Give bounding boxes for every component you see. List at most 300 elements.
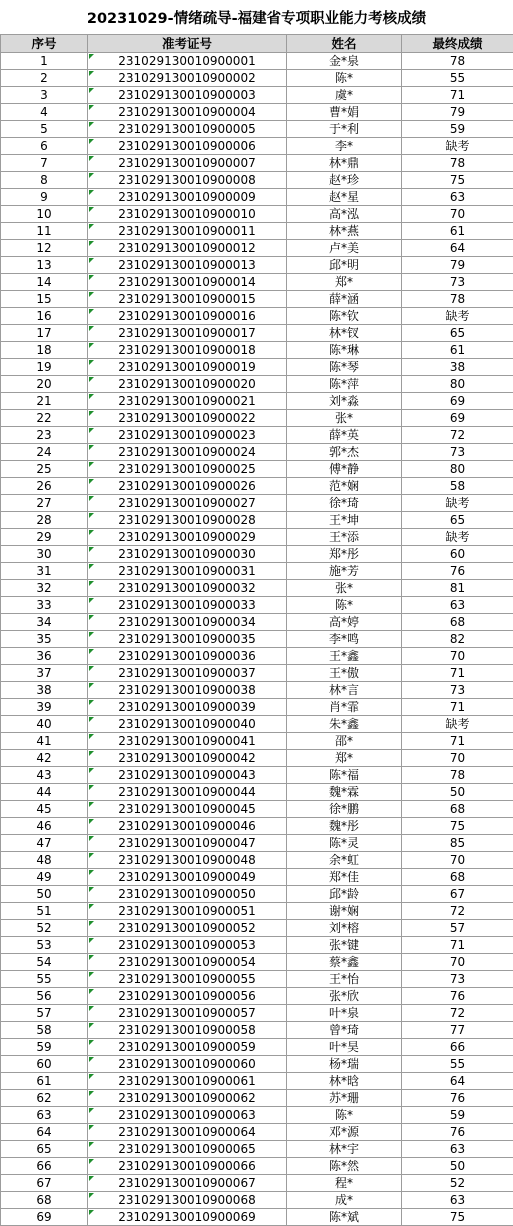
cell-exam-id[interactable]: 231029130010900002 (88, 70, 287, 87)
cell-name[interactable]: 于*利 (287, 121, 402, 138)
cell-name[interactable]: 赵*星 (287, 189, 402, 206)
cell-seq[interactable]: 51 (1, 903, 88, 920)
cell-seq[interactable]: 45 (1, 801, 88, 818)
cell-seq[interactable]: 17 (1, 325, 88, 342)
cell-seq[interactable]: 8 (1, 172, 88, 189)
cell-exam-id[interactable]: 231029130010900051 (88, 903, 287, 920)
cell-seq[interactable]: 58 (1, 1022, 88, 1039)
cell-exam-id[interactable]: 231029130010900021 (88, 393, 287, 410)
table-row (1, 1209, 513, 1226)
cell-exam-id[interactable]: 231029130010900055 (88, 971, 287, 988)
cell-seq[interactable]: 2 (1, 70, 88, 87)
cell-exam-id[interactable]: 231029130010900068 (88, 1192, 287, 1209)
cell-score[interactable]: 58 (402, 478, 513, 495)
cell-score[interactable]: 71 (402, 699, 513, 716)
cell-name[interactable]: 刘*榕 (287, 920, 402, 937)
cell-name[interactable]: 成* (287, 1192, 402, 1209)
cell-name[interactable]: 魏*霖 (287, 784, 402, 801)
cell-seq[interactable]: 9 (1, 189, 88, 206)
cell-seq[interactable]: 13 (1, 257, 88, 274)
cell-exam-id[interactable]: 231029130010900028 (88, 512, 287, 529)
cell-exam-id[interactable]: 231029130010900040 (88, 716, 287, 733)
cell-seq[interactable]: 16 (1, 308, 88, 325)
cell-name[interactable]: 金*泉 (287, 53, 402, 70)
cell-seq[interactable]: 41 (1, 733, 88, 750)
cell-name[interactable]: 林*言 (287, 682, 402, 699)
cell-score[interactable]: 70 (402, 852, 513, 869)
cell-seq[interactable]: 15 (1, 291, 88, 308)
cell-name[interactable]: 李* (287, 138, 402, 155)
cell-name[interactable]: 范*娴 (287, 478, 402, 495)
cell-seq[interactable]: 56 (1, 988, 88, 1005)
cell-score[interactable]: 80 (402, 461, 513, 478)
cell-score[interactable]: 85 (402, 835, 513, 852)
cell-seq[interactable]: 63 (1, 1107, 88, 1124)
cell-score[interactable]: 缺考 (402, 308, 513, 325)
cell-seq[interactable]: 59 (1, 1039, 88, 1056)
cell-score[interactable]: 75 (402, 818, 513, 835)
cell-seq[interactable]: 25 (1, 461, 88, 478)
cell-name[interactable]: 陈* (287, 597, 402, 614)
cell-seq[interactable]: 23 (1, 427, 88, 444)
table-row (1, 274, 513, 291)
cell-exam-id[interactable]: 231029130010900011 (88, 223, 287, 240)
cell-name[interactable]: 程* (287, 1175, 402, 1192)
cell-seq[interactable]: 47 (1, 835, 88, 852)
cell-exam-id[interactable]: 231029130010900058 (88, 1022, 287, 1039)
cell-name[interactable]: 徐*琦 (287, 495, 402, 512)
cell-seq[interactable]: 27 (1, 495, 88, 512)
cell-seq[interactable]: 39 (1, 699, 88, 716)
cell-exam-id[interactable]: 231029130010900024 (88, 444, 287, 461)
table-row (1, 1107, 513, 1124)
cell-seq[interactable]: 36 (1, 648, 88, 665)
cell-exam-id[interactable]: 231029130010900032 (88, 580, 287, 597)
cell-seq[interactable]: 66 (1, 1158, 88, 1175)
cell-exam-id[interactable]: 231029130010900003 (88, 87, 287, 104)
cell-name[interactable]: 曹*娟 (287, 104, 402, 121)
cell-name[interactable]: 高*婷 (287, 614, 402, 631)
cell-score[interactable]: 55 (402, 70, 513, 87)
cell-name[interactable]: 卢*美 (287, 240, 402, 257)
cell-exam-id[interactable]: 231029130010900022 (88, 410, 287, 427)
cell-name[interactable]: 林*鼎 (287, 155, 402, 172)
table-row (1, 393, 513, 410)
cell-name[interactable]: 傅*静 (287, 461, 402, 478)
table-row (1, 359, 513, 376)
cell-seq[interactable]: 10 (1, 206, 88, 223)
cell-seq[interactable]: 5 (1, 121, 88, 138)
cell-name[interactable]: 郭*杰 (287, 444, 402, 461)
cell-score[interactable]: 63 (402, 597, 513, 614)
cell-exam-id[interactable]: 231029130010900020 (88, 376, 287, 393)
cell-score[interactable]: 78 (402, 767, 513, 784)
cell-name[interactable]: 林*晗 (287, 1073, 402, 1090)
cell-name[interactable]: 高*泓 (287, 206, 402, 223)
cell-exam-id[interactable]: 231029130010900063 (88, 1107, 287, 1124)
cell-score[interactable]: 63 (402, 1192, 513, 1209)
cell-score[interactable]: 70 (402, 954, 513, 971)
cell-score[interactable]: 81 (402, 580, 513, 597)
cell-exam-id[interactable]: 231029130010900035 (88, 631, 287, 648)
cell-score[interactable]: 79 (402, 257, 513, 274)
cell-score[interactable]: 82 (402, 631, 513, 648)
cell-score[interactable]: 72 (402, 1005, 513, 1022)
cell-name[interactable]: 陈*然 (287, 1158, 402, 1175)
cell-exam-id[interactable]: 231029130010900012 (88, 240, 287, 257)
cell-name[interactable]: 朱*鑫 (287, 716, 402, 733)
cell-seq[interactable]: 29 (1, 529, 88, 546)
cell-exam-id[interactable]: 231029130010900005 (88, 121, 287, 138)
cell-exam-id[interactable]: 231029130010900025 (88, 461, 287, 478)
cell-seq[interactable]: 18 (1, 342, 88, 359)
cell-name[interactable]: 叶*泉 (287, 1005, 402, 1022)
cell-name[interactable]: 陈*灵 (287, 835, 402, 852)
cell-name[interactable]: 王*添 (287, 529, 402, 546)
cell-score[interactable]: 57 (402, 920, 513, 937)
cell-seq[interactable]: 14 (1, 274, 88, 291)
cell-name[interactable]: 郑* (287, 750, 402, 767)
cell-score[interactable]: 50 (402, 784, 513, 801)
cell-seq[interactable]: 7 (1, 155, 88, 172)
cell-name[interactable]: 邵* (287, 733, 402, 750)
cell-exam-id[interactable]: 231029130010900026 (88, 478, 287, 495)
cell-exam-id[interactable]: 231029130010900007 (88, 155, 287, 172)
cell-name[interactable]: 林*燕 (287, 223, 402, 240)
cell-seq[interactable]: 54 (1, 954, 88, 971)
cell-exam-id[interactable]: 231029130010900041 (88, 733, 287, 750)
cell-exam-id[interactable]: 231029130010900060 (88, 1056, 287, 1073)
cell-exam-id[interactable]: 231029130010900014 (88, 274, 287, 291)
cell-exam-id[interactable]: 231029130010900008 (88, 172, 287, 189)
cell-score[interactable]: 50 (402, 1158, 513, 1175)
cell-exam-id[interactable]: 231029130010900033 (88, 597, 287, 614)
cell-seq[interactable]: 3 (1, 87, 88, 104)
cell-exam-id[interactable]: 231029130010900047 (88, 835, 287, 852)
cell-exam-id[interactable]: 231029130010900034 (88, 614, 287, 631)
cell-exam-id[interactable]: 231029130010900064 (88, 1124, 287, 1141)
header-score[interactable]: 最终成绩 (402, 35, 513, 53)
table-row (1, 70, 513, 87)
cell-exam-id[interactable]: 231029130010900056 (88, 988, 287, 1005)
cell-name[interactable]: 林*宇 (287, 1141, 402, 1158)
table-row (1, 529, 513, 546)
cell-seq[interactable]: 46 (1, 818, 88, 835)
cell-seq[interactable]: 67 (1, 1175, 88, 1192)
cell-score[interactable]: 64 (402, 1073, 513, 1090)
cell-seq[interactable]: 19 (1, 359, 88, 376)
cell-score[interactable]: 69 (402, 410, 513, 427)
cell-score[interactable]: 79 (402, 104, 513, 121)
cell-seq[interactable]: 32 (1, 580, 88, 597)
table-row (1, 784, 513, 801)
cell-score[interactable]: 68 (402, 801, 513, 818)
cell-name[interactable]: 陈*斌 (287, 1209, 402, 1226)
cell-score[interactable]: 72 (402, 903, 513, 920)
cell-name[interactable]: 曾*琦 (287, 1022, 402, 1039)
cell-seq[interactable]: 1 (1, 53, 88, 70)
cell-exam-id[interactable]: 231029130010900042 (88, 750, 287, 767)
cell-name[interactable]: 谢*娴 (287, 903, 402, 920)
cell-name[interactable]: 王*怡 (287, 971, 402, 988)
cell-name[interactable]: 张*欣 (287, 988, 402, 1005)
cell-exam-id[interactable]: 231029130010900004 (88, 104, 287, 121)
cell-name[interactable]: 王*坤 (287, 512, 402, 529)
cell-name[interactable]: 魏*彤 (287, 818, 402, 835)
cell-exam-id[interactable]: 231029130010900044 (88, 784, 287, 801)
cell-seq[interactable]: 35 (1, 631, 88, 648)
cell-exam-id[interactable]: 231029130010900036 (88, 648, 287, 665)
cell-score[interactable]: 76 (402, 988, 513, 1005)
cell-name[interactable]: 虞* (287, 87, 402, 104)
cell-score[interactable]: 63 (402, 1141, 513, 1158)
cell-name[interactable]: 余*虹 (287, 852, 402, 869)
cell-name[interactable]: 王*鑫 (287, 648, 402, 665)
cell-score[interactable]: 69 (402, 393, 513, 410)
cell-exam-id[interactable]: 231029130010900046 (88, 818, 287, 835)
cell-exam-id[interactable]: 231029130010900013 (88, 257, 287, 274)
table-row (1, 1175, 513, 1192)
cell-name[interactable]: 邱*明 (287, 257, 402, 274)
cell-exam-id[interactable]: 231029130010900009 (88, 189, 287, 206)
cell-name[interactable]: 张* (287, 410, 402, 427)
cell-seq[interactable]: 6 (1, 138, 88, 155)
cell-exam-id[interactable]: 231029130010900006 (88, 138, 287, 155)
cell-score[interactable]: 60 (402, 546, 513, 563)
cell-exam-id[interactable]: 231029130010900052 (88, 920, 287, 937)
cell-name[interactable]: 张* (287, 580, 402, 597)
cell-name[interactable]: 郑*佳 (287, 869, 402, 886)
cell-score[interactable]: 73 (402, 274, 513, 291)
cell-exam-id[interactable]: 231029130010900023 (88, 427, 287, 444)
cell-score[interactable]: 78 (402, 155, 513, 172)
cell-name[interactable]: 陈*萍 (287, 376, 402, 393)
table-row (1, 155, 513, 172)
cell-score[interactable]: 73 (402, 682, 513, 699)
cell-exam-id[interactable]: 231029130010900049 (88, 869, 287, 886)
cell-name[interactable]: 邱*龄 (287, 886, 402, 903)
cell-name[interactable]: 刘*淼 (287, 393, 402, 410)
cell-exam-id[interactable]: 231029130010900053 (88, 937, 287, 954)
cell-seq[interactable]: 44 (1, 784, 88, 801)
cell-name[interactable]: 陈*琳 (287, 342, 402, 359)
cell-exam-id[interactable]: 231029130010900031 (88, 563, 287, 580)
table-row (1, 563, 513, 580)
header-name[interactable]: 姓名 (287, 35, 402, 53)
cell-score[interactable]: 68 (402, 869, 513, 886)
cell-seq[interactable]: 69 (1, 1209, 88, 1226)
cell-seq[interactable]: 60 (1, 1056, 88, 1073)
cell-score[interactable]: 65 (402, 512, 513, 529)
cell-score[interactable]: 76 (402, 1124, 513, 1141)
cell-score[interactable]: 71 (402, 87, 513, 104)
cell-seq[interactable]: 65 (1, 1141, 88, 1158)
cell-seq[interactable]: 24 (1, 444, 88, 461)
cell-seq[interactable]: 4 (1, 104, 88, 121)
cell-seq[interactable]: 49 (1, 869, 88, 886)
cell-exam-id[interactable]: 231029130010900048 (88, 852, 287, 869)
cell-score[interactable]: 70 (402, 648, 513, 665)
table-row (1, 971, 513, 988)
cell-seq[interactable]: 22 (1, 410, 88, 427)
cell-score[interactable]: 77 (402, 1022, 513, 1039)
cell-score[interactable]: 73 (402, 971, 513, 988)
cell-name[interactable]: 苏*珊 (287, 1090, 402, 1107)
table-row (1, 767, 513, 784)
table-row (1, 325, 513, 342)
cell-score[interactable]: 59 (402, 121, 513, 138)
cell-name[interactable]: 蔡*鑫 (287, 954, 402, 971)
cell-name[interactable]: 陈* (287, 1107, 402, 1124)
cell-name[interactable]: 杨*瑞 (287, 1056, 402, 1073)
cell-exam-id[interactable]: 231029130010900043 (88, 767, 287, 784)
cell-seq[interactable]: 26 (1, 478, 88, 495)
cell-seq[interactable]: 68 (1, 1192, 88, 1209)
cell-exam-id[interactable]: 231029130010900016 (88, 308, 287, 325)
cell-seq[interactable]: 55 (1, 971, 88, 988)
cell-score[interactable]: 缺考 (402, 138, 513, 155)
cell-exam-id[interactable]: 231029130010900018 (88, 342, 287, 359)
cell-name[interactable]: 叶*昊 (287, 1039, 402, 1056)
cell-name[interactable]: 薛*英 (287, 427, 402, 444)
cell-exam-id[interactable]: 231029130010900045 (88, 801, 287, 818)
cell-exam-id[interactable]: 231029130010900010 (88, 206, 287, 223)
cell-seq[interactable]: 48 (1, 852, 88, 869)
cell-score[interactable]: 缺考 (402, 716, 513, 733)
cell-name[interactable]: 施*芳 (287, 563, 402, 580)
cell-score[interactable]: 55 (402, 1056, 513, 1073)
cell-name[interactable]: 邓*源 (287, 1124, 402, 1141)
cell-name[interactable]: 陈*福 (287, 767, 402, 784)
table-row (1, 138, 513, 155)
cell-name[interactable]: 徐*鹏 (287, 801, 402, 818)
cell-seq[interactable]: 28 (1, 512, 88, 529)
cell-seq[interactable]: 52 (1, 920, 88, 937)
cell-exam-id[interactable]: 231029130010900017 (88, 325, 287, 342)
cell-exam-id[interactable]: 231029130010900015 (88, 291, 287, 308)
cell-exam-id[interactable]: 231029130010900065 (88, 1141, 287, 1158)
cell-score[interactable]: 61 (402, 223, 513, 240)
cell-exam-id[interactable]: 231029130010900050 (88, 886, 287, 903)
cell-name[interactable]: 肖*霏 (287, 699, 402, 716)
cell-exam-id[interactable]: 231029130010900001 (88, 53, 287, 70)
cell-score[interactable]: 65 (402, 325, 513, 342)
cell-exam-id[interactable]: 231029130010900037 (88, 665, 287, 682)
cell-seq[interactable]: 21 (1, 393, 88, 410)
cell-seq[interactable]: 31 (1, 563, 88, 580)
cell-exam-id[interactable]: 231029130010900067 (88, 1175, 287, 1192)
cell-name[interactable]: 陈* (287, 70, 402, 87)
cell-name[interactable]: 李*鸣 (287, 631, 402, 648)
cell-seq[interactable]: 62 (1, 1090, 88, 1107)
cell-seq[interactable]: 38 (1, 682, 88, 699)
cell-seq[interactable]: 53 (1, 937, 88, 954)
cell-exam-id[interactable]: 231029130010900069 (88, 1209, 287, 1226)
cell-exam-id[interactable]: 231029130010900030 (88, 546, 287, 563)
cell-name[interactable]: 郑*彤 (287, 546, 402, 563)
cell-seq[interactable]: 30 (1, 546, 88, 563)
cell-exam-id[interactable]: 231029130010900057 (88, 1005, 287, 1022)
cell-seq[interactable]: 11 (1, 223, 88, 240)
cell-score[interactable]: 59 (402, 1107, 513, 1124)
header-exam-id[interactable]: 准考证号 (88, 35, 287, 53)
cell-seq[interactable]: 33 (1, 597, 88, 614)
cell-name[interactable]: 郑* (287, 274, 402, 291)
header-seq[interactable]: 序号 (1, 35, 88, 53)
cell-seq[interactable]: 42 (1, 750, 88, 767)
cell-seq[interactable]: 50 (1, 886, 88, 903)
cell-seq[interactable]: 37 (1, 665, 88, 682)
cell-name[interactable]: 林*钗 (287, 325, 402, 342)
cell-exam-id[interactable]: 231029130010900062 (88, 1090, 287, 1107)
cell-score[interactable]: 75 (402, 172, 513, 189)
cell-seq[interactable]: 34 (1, 614, 88, 631)
table-row (1, 240, 513, 257)
cell-score[interactable]: 76 (402, 1090, 513, 1107)
cell-seq[interactable]: 64 (1, 1124, 88, 1141)
cell-seq[interactable]: 61 (1, 1073, 88, 1090)
cell-score[interactable]: 63 (402, 189, 513, 206)
cell-exam-id[interactable]: 231029130010900059 (88, 1039, 287, 1056)
cell-score[interactable]: 缺考 (402, 529, 513, 546)
cell-seq[interactable]: 12 (1, 240, 88, 257)
cell-score[interactable]: 70 (402, 206, 513, 223)
cell-name[interactable]: 陈*钦 (287, 308, 402, 325)
cell-score[interactable]: 71 (402, 733, 513, 750)
cell-score[interactable]: 76 (402, 563, 513, 580)
cell-exam-id[interactable]: 231029130010900019 (88, 359, 287, 376)
cell-score[interactable]: 67 (402, 886, 513, 903)
cell-score[interactable]: 80 (402, 376, 513, 393)
cell-exam-id[interactable]: 231029130010900039 (88, 699, 287, 716)
cell-exam-id[interactable]: 231029130010900061 (88, 1073, 287, 1090)
cell-score[interactable]: 75 (402, 1209, 513, 1226)
cell-score[interactable]: 61 (402, 342, 513, 359)
cell-name[interactable]: 赵*珍 (287, 172, 402, 189)
cell-exam-id[interactable]: 231029130010900066 (88, 1158, 287, 1175)
cell-exam-id[interactable]: 231029130010900027 (88, 495, 287, 512)
table-row (1, 665, 513, 682)
cell-seq[interactable]: 43 (1, 767, 88, 784)
cell-exam-id[interactable]: 231029130010900054 (88, 954, 287, 971)
table-row (1, 614, 513, 631)
cell-score[interactable]: 66 (402, 1039, 513, 1056)
cell-score[interactable]: 64 (402, 240, 513, 257)
cell-score[interactable]: 38 (402, 359, 513, 376)
cell-score[interactable]: 78 (402, 291, 513, 308)
cell-score[interactable]: 72 (402, 427, 513, 444)
cell-seq[interactable]: 20 (1, 376, 88, 393)
table-row (1, 1022, 513, 1039)
cell-score[interactable]: 52 (402, 1175, 513, 1192)
cell-seq[interactable]: 57 (1, 1005, 88, 1022)
cell-seq[interactable]: 40 (1, 716, 88, 733)
cell-score[interactable]: 78 (402, 53, 513, 70)
cell-name[interactable]: 张*键 (287, 937, 402, 954)
cell-name[interactable]: 王*傲 (287, 665, 402, 682)
cell-score[interactable]: 73 (402, 444, 513, 461)
cell-score[interactable]: 68 (402, 614, 513, 631)
table-row (1, 478, 513, 495)
cell-exam-id[interactable]: 231029130010900038 (88, 682, 287, 699)
cell-score[interactable]: 70 (402, 750, 513, 767)
cell-score[interactable]: 71 (402, 937, 513, 954)
cell-name[interactable]: 薛*涵 (287, 291, 402, 308)
cell-score[interactable]: 缺考 (402, 495, 513, 512)
cell-exam-id[interactable]: 231029130010900029 (88, 529, 287, 546)
cell-name[interactable]: 陈*琴 (287, 359, 402, 376)
cell-score[interactable]: 71 (402, 665, 513, 682)
